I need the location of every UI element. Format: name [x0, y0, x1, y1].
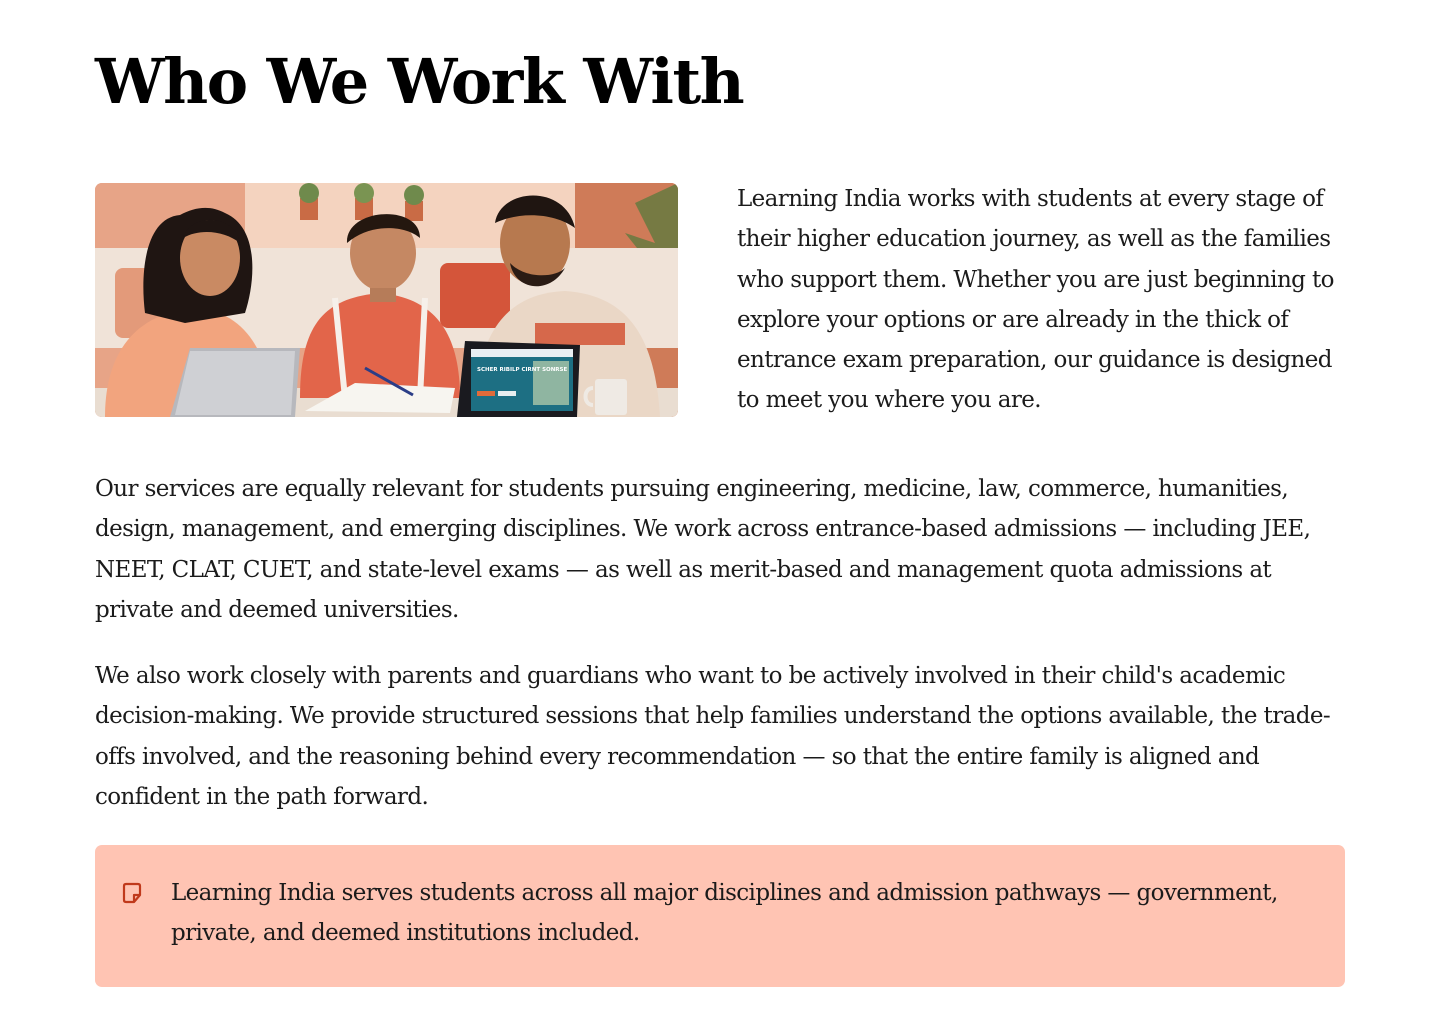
parents-paragraph: We also work closely with parents and guardians who want to be actively involved in their child's academic decision-making. We provide structured sessions that help families understand the options available, the trade-offs involved, and the reasoning behind every recommendation — so that the entire family is aligned and confident in the path forward. — [95, 663, 1331, 810]
note-icon — [121, 882, 143, 904]
family-study-image — [95, 183, 678, 417]
callout-text: Learning India serves students across all major disciplines and admission pathways — government, private, and deemed institutions included. — [171, 880, 1278, 947]
family-study-illustration — [95, 183, 678, 417]
intro-row — [95, 183, 1345, 423]
section-title: Who We Work With — [95, 45, 744, 118]
laptop-left — [170, 348, 300, 417]
laptop-right — [457, 341, 580, 417]
laptop-screen-text: SCHER RIBILP CIRNT SONRSE — [477, 367, 568, 373]
summary-callout — [95, 845, 1345, 987]
intro-paragraph: Learning India works with students at every stage of their higher education journey, as well as the families who support them. Whether you are just beginning to explore your options or are already in the thick of entrance exam preparation, our guidance is designed to meet you where you are. — [737, 186, 1334, 414]
cushion — [440, 263, 510, 328]
disciplines-paragraph: Our services are equally relevant for students pursuing engineering, medicine, law, commerce, humanities, design, management, and emerging disciplines. We work across entrance-based admissions — including JEE, NEET, CLAT, CUET, and state-level exams — as well as merit-based and management quota admissions at private and deemed universities. — [95, 476, 1311, 623]
